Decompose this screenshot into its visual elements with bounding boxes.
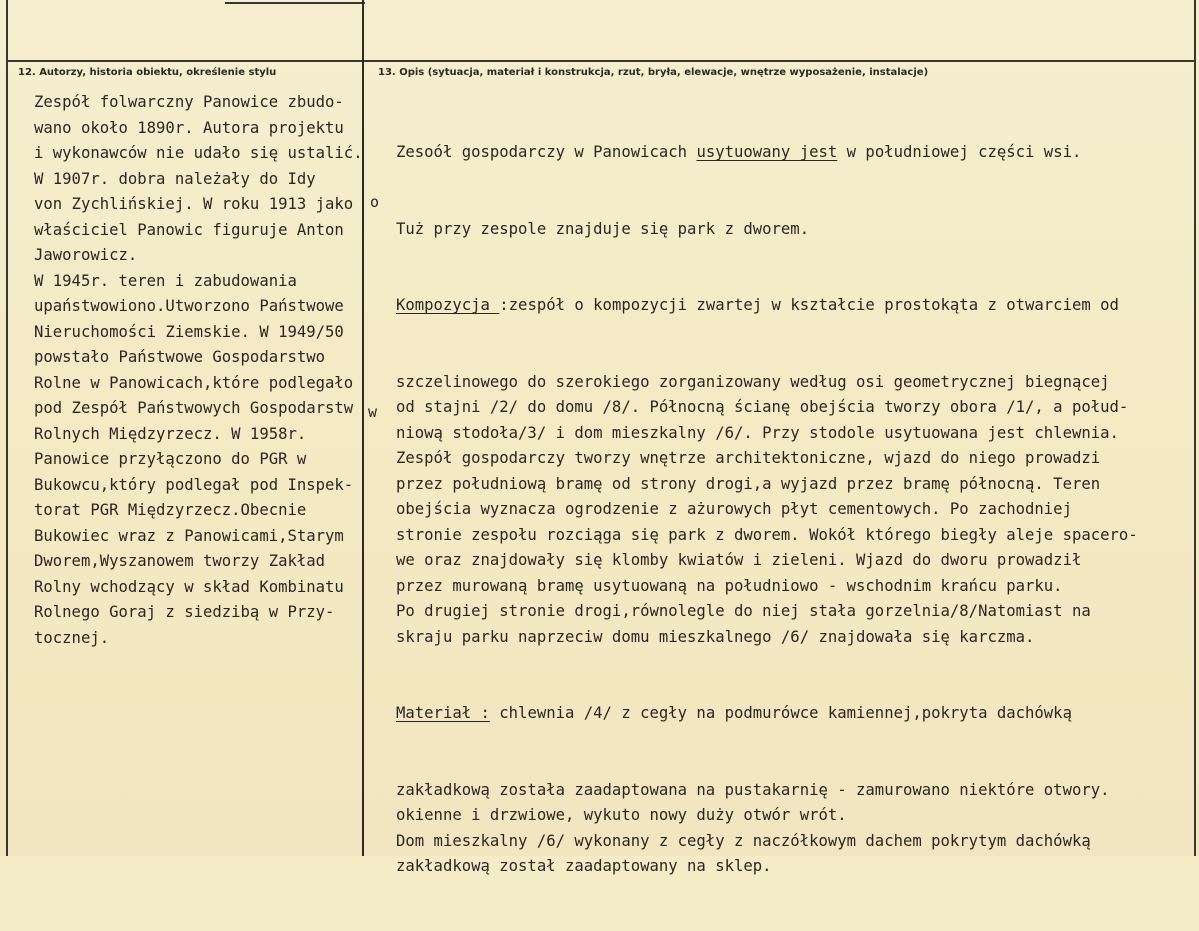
- text-line: przez murowaną bramę usytuowaną na południowo - wschodnim krańcu parku.: [396, 576, 1063, 595]
- underlined-phrase: Kompozycja: [396, 296, 500, 314]
- section-13-heading: 13. Opis (sytuacja, materiał i konstrukcja, rzut, bryła, elewacje, wnętrze wyposażenie, instalacje): [378, 67, 929, 78]
- underlined-phrase: usytuowany jest: [696, 143, 838, 161]
- text-line: szczelinowego do szerokiego zorganizowany według osi geometrycznej biegnącej: [396, 372, 1110, 391]
- text-line: [396, 701, 1196, 727]
- text-line: [396, 140, 1196, 166]
- text-line: Panowice przyłączono do PGR w: [34, 450, 307, 468]
- text-line: wano około 1890r. Autora projektu: [34, 118, 344, 137]
- text-line: Zespół gospodarczy tworzy wnętrze architektoniczne, wjazd do niego prowadzi: [396, 449, 1101, 467]
- text-line: Zespół folwarczny Panowice zbudo-: [34, 93, 344, 111]
- text-span: chlewnia /4/ z cegły na podmurówce kamiennej,pokryta dachówką: [489, 704, 1072, 722]
- text-line: torat PGR Międzyrzecz.Obecnie: [34, 501, 307, 519]
- text-line: W 1945r. teren i zabudowania: [34, 271, 297, 290]
- text-span: w południowej części wsi.: [837, 143, 1082, 161]
- text-line: zakładkową został zaadaptowany na sklep.: [396, 857, 772, 875]
- text-line: Rolne w Panowicach,które podlegało: [34, 373, 354, 392]
- text-line: Dom mieszkalny /6/ wykonany z cegły z naczółkowym dachem pokrytym dachówką: [396, 831, 1091, 850]
- mid-lines: [396, 370, 1196, 651]
- text-line: zakładkową została zaadaptowana na pustakarnię - zamurowano niektóre otwory.: [396, 780, 1110, 799]
- text-line: Rolny wchodzący w skład Kombinatu: [34, 577, 344, 596]
- text-line: Jaworowicz.: [34, 246, 138, 264]
- history-text: [34, 90, 364, 651]
- text-line: obejścia wyznacza ogrodzenie z ażurowych płyt cementowych. Po zachodniej: [396, 500, 1072, 518]
- text-line: pod Zespół Państwowych Gospodarstw: [34, 399, 354, 417]
- text-line: von Zychlińskiej. W roku 1913 jako: [34, 195, 354, 213]
- text-line: we oraz znajdowały się klomby kwiatów i zieleni. Wjazd do dworu prowadził: [396, 551, 1082, 569]
- text-line: tocznej.: [34, 628, 110, 647]
- text-line: Rolnego Goraj z siedzibą w Przy-: [34, 603, 335, 621]
- text-line: [396, 293, 1196, 319]
- text-line: okienne i drzwiowe, wykuto nowy duży otwór wrót.: [396, 806, 847, 824]
- text-span: Zesoół gospodarczy w Panowicach: [396, 143, 697, 161]
- text-line: Rolnych Międzyrzecz. W 1958r.: [34, 424, 307, 443]
- text-line: skraju parku naprzeciw domu mieszkalnego /6/ znajdowała się karczma.: [396, 627, 1035, 646]
- text-line: Po drugiej stronie drogi,równolegle do niej stała gorzelnia/8/Natomiast na: [396, 602, 1091, 620]
- margin-mark: o: [370, 193, 380, 211]
- top-rule: [225, 2, 365, 4]
- text-line: Tuż przy zespole znajduje się park z dworem.: [396, 219, 810, 238]
- end-lines: [396, 778, 1196, 880]
- text-line: W 1907r. dobra należały do Idy: [34, 169, 316, 188]
- text-line: powstało Państwowe Gospodarstwo: [34, 348, 326, 366]
- margin-mark: w: [368, 403, 378, 421]
- underlined-phrase: Materiał :: [396, 704, 490, 722]
- text-line: przez południową bramę od strony drogi,a wyjazd przez bramę północną. Teren: [396, 474, 1101, 493]
- text-line: właściciel Panowic figuruje Anton: [34, 220, 344, 239]
- text-span: :zespół o kompozycji zwartej w kształcie prostokąta z otwarciem od: [499, 296, 1119, 314]
- description-text: [396, 89, 1196, 931]
- header-rule: [6, 60, 1196, 62]
- text-line: i wykonawców nie udało się ustalić.: [34, 144, 363, 162]
- text-line: Nieruchomości Ziemskie. W 1949/50: [34, 322, 344, 341]
- section-12-heading: 12. Autorzy, historia obiektu, określenie stylu: [18, 67, 277, 78]
- text-line: niową stodoła/3/ i dom mieszkalny /6/. Przy stodole usytuowana jest chlewnia.: [396, 423, 1119, 442]
- text-line: Dworem,Wyszanowem tworzy Zakład: [34, 552, 326, 570]
- text-line: Bukowcu,który podlegał pod Inspek-: [34, 475, 354, 494]
- text-line: od stajni /2/ do domu /8/. Północną ścianę obejścia tworzy obora /1/, a połud-: [396, 398, 1129, 416]
- text-line: Bukowiec wraz z Panowicami,Starym: [34, 526, 344, 545]
- text-line: stronie zespołu rozciąga się park z dworem. Wokół którego biegły aleje spacero-: [396, 525, 1138, 544]
- left-border: [6, 0, 8, 856]
- text-line: upaństwowiono.Utworzono Państwowe: [34, 297, 344, 315]
